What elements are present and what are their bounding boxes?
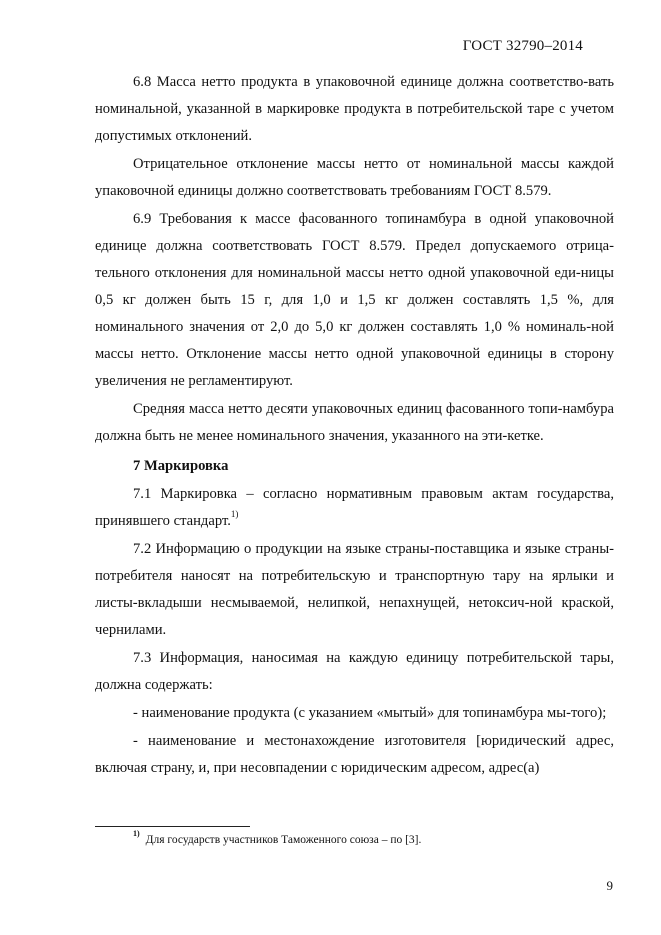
paragraph-6-9: 6.9 Требования к массе фасованного топинамбура в одной упаковочной единице должна соответствовать ГОСТ 8.579. Предел допускаемого отрица-тельного отклонения для номинальной массы нетто одной упаковочной еди-ницы 0,5 кг должен быть 15 г, для 1,0 и 1,5 кг должен составлять 1,5 %, для номинального значения от 2,0 до 5,0 кг должен составлять 1,0 % номиналь-ной массы нетто. Отклонение массы нетто одной упаковочной единицы в сторону увеличения не регламентируют. xyxy=(95,211,614,389)
paragraph-6-8-negative-deviation: Отрицательное отклонение массы нетто от номинальной массы каждой упаковочной единицы должно соответствовать требованиям ГОСТ 8.579. xyxy=(95,156,614,199)
document-header: ГОСТ 32790–2014 xyxy=(462,38,583,54)
paragraph-7-1 xyxy=(95,481,614,535)
footnote-reference: 1) xyxy=(230,509,239,520)
page-number: 9 xyxy=(606,878,613,893)
list-item-manufacturer: - наименование и местонахождение изготовителя [юридический адрес, включая страну, и, при несовпадении с юридическим адресом, адрес(а) xyxy=(95,733,614,776)
footnote-text: Для государств участников Таможенного союза – по [3]. xyxy=(145,834,422,846)
paragraph-7-3: 7.3 Информация, наносимая на каждую единицу потребительской тары, должна содержать: xyxy=(95,650,614,693)
paragraph-6-9-average-mass: Средняя масса нетто десяти упаковочных единиц фасованного топи-намбура должна быть не менее номинального значения, указанного на эти-кетке. xyxy=(95,401,614,444)
paragraph-7-2: 7.2 Информацию о продукции на языке страны-поставщика и языке страны-потребителя наносят на потребительскую и транспортную тару на ярлыки и листы-вкладыши несмываемой, нелипкой, непахнущей, нетоксич-ной краской, чернилами. xyxy=(95,541,614,638)
footnote-divider xyxy=(95,826,250,827)
footnote-mark: 1) xyxy=(133,829,140,839)
footnote xyxy=(133,829,422,848)
section-7-heading: 7 Маркировка xyxy=(133,458,229,474)
list-item-product-name: - наименование продукта (с указанием «мытый» для топинамбура мы-того); xyxy=(133,705,607,721)
document-body xyxy=(95,69,614,782)
paragraph-6-8: 6.8 Масса нетто продукта в упаковочной единице должна соответство-вать номинальной, указанной в маркировке продукта в потребительской таре с учетом допустимых отклонений. xyxy=(95,74,614,144)
paragraph-7-1-text: 7.1 Маркировка – согласно нормативным правовым актам государства, принявшего стандарт. xyxy=(95,486,614,529)
